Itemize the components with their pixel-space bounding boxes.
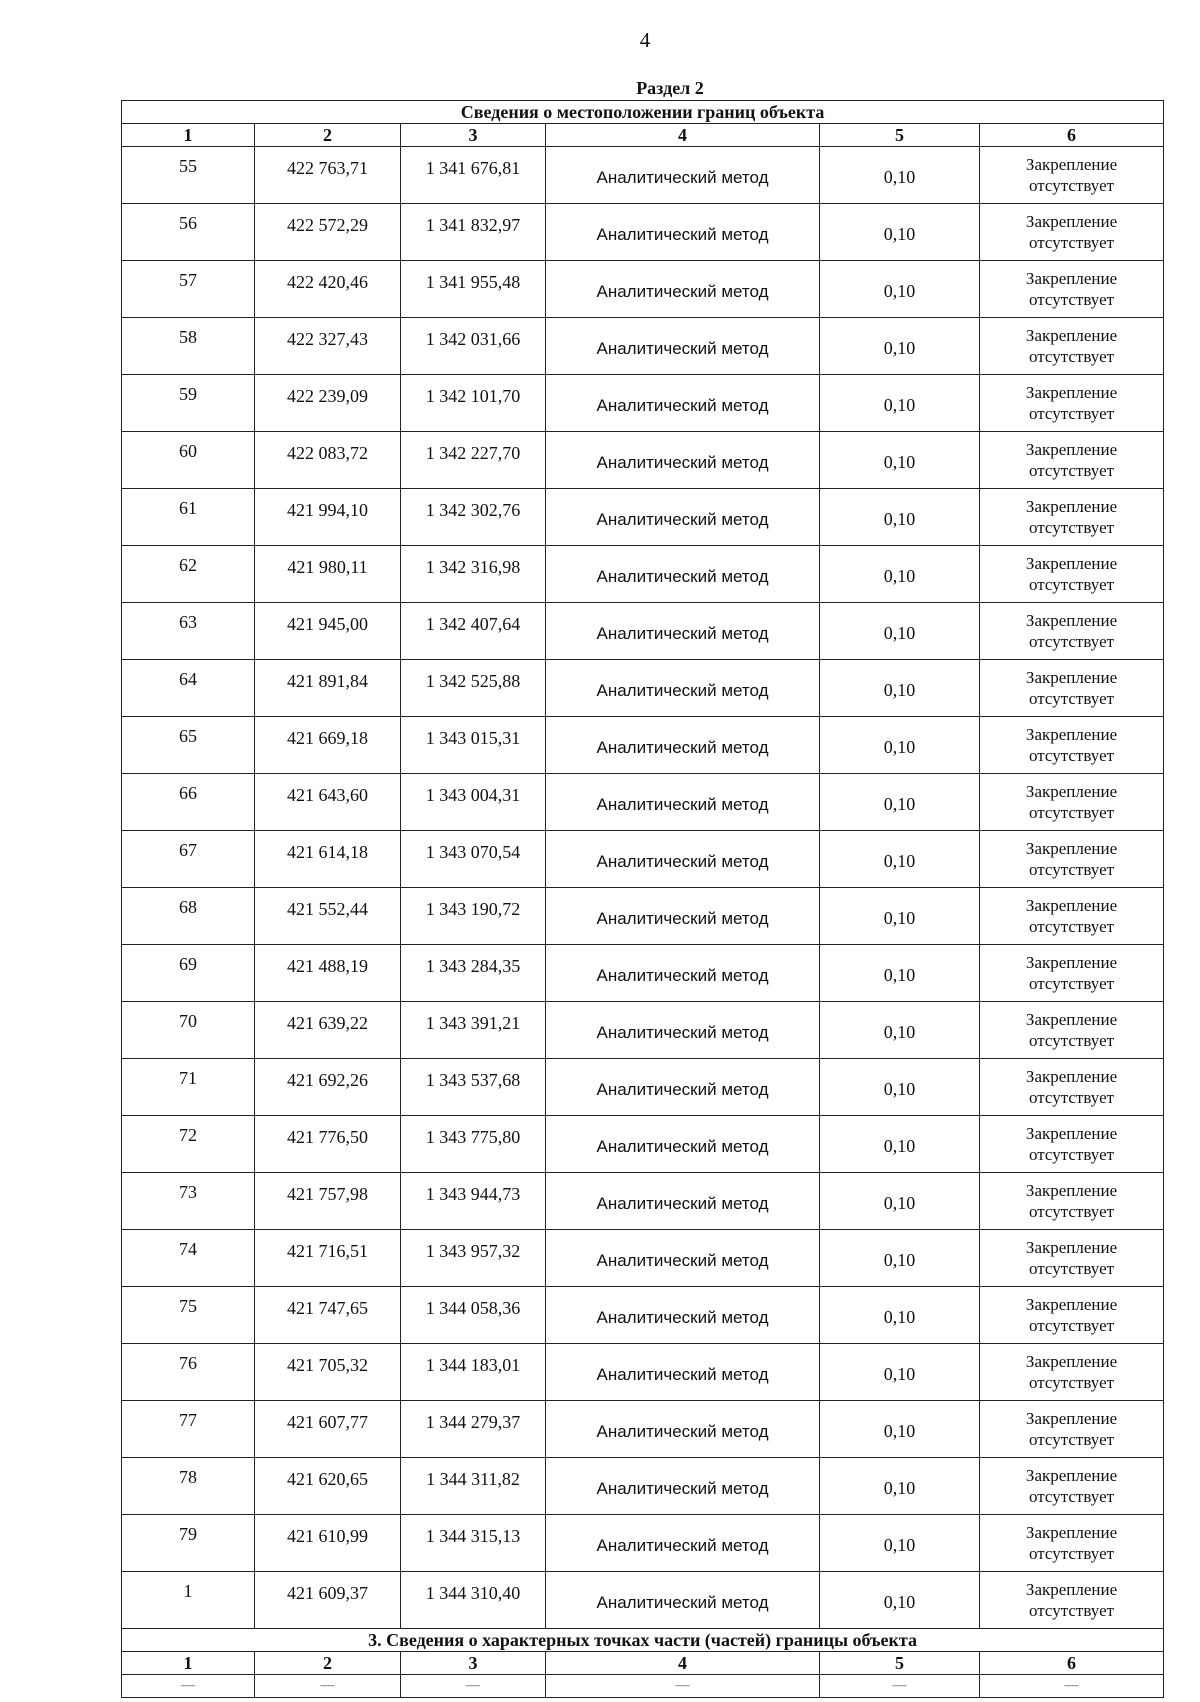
fixing-cell <box>980 147 1164 204</box>
fixing-line: отсутствует <box>1029 632 1115 651</box>
x-coordinate-cell: 421 614,18 <box>255 831 401 888</box>
fixing-line: отсутствует <box>1029 176 1115 195</box>
fixing-cell <box>980 888 1164 945</box>
point-number-cell: 76 <box>122 1344 255 1401</box>
x-coordinate-cell: 421 891,84 <box>255 660 401 717</box>
fixing-line: Закрепление <box>1025 839 1118 858</box>
point-number-cell: 56 <box>122 204 255 261</box>
method-cell: Аналитический метод <box>546 1230 820 1287</box>
method-cell: Аналитический метод <box>546 1401 820 1458</box>
table-row <box>122 432 1164 489</box>
table-row <box>122 147 1164 204</box>
fixing-line: отсутствует <box>1029 233 1115 252</box>
y-coordinate-cell: 1 342 031,66 <box>401 318 546 375</box>
x-coordinate-cell: 421 639,22 <box>255 1002 401 1059</box>
table-row <box>122 1059 1164 1116</box>
fixing-line: Закрепление <box>1025 440 1118 459</box>
accuracy-cell: 0,10 <box>820 1401 980 1458</box>
fixing-line: отсутствует <box>1029 1202 1115 1221</box>
point-number-cell: 61 <box>122 489 255 546</box>
point-number-cell: 77 <box>122 1401 255 1458</box>
fixing-cell <box>980 1458 1164 1515</box>
section3-empty-cell: — <box>401 1675 546 1698</box>
section3-column-header: 6 <box>980 1652 1164 1675</box>
table-row <box>122 945 1164 1002</box>
accuracy-cell: 0,10 <box>820 831 980 888</box>
fixing-line: Закрепление <box>1025 1523 1118 1542</box>
section3-empty-cell: — <box>980 1675 1164 1698</box>
fixing-line: отсутствует <box>1029 404 1115 423</box>
accuracy-cell: 0,10 <box>820 1230 980 1287</box>
point-number-cell: 64 <box>122 660 255 717</box>
accuracy-cell: 0,10 <box>820 489 980 546</box>
accuracy-cell: 0,10 <box>820 1173 980 1230</box>
table-row <box>122 261 1164 318</box>
accuracy-cell: 0,10 <box>820 774 980 831</box>
section3-column-header: 1 <box>122 1652 255 1675</box>
accuracy-cell: 0,10 <box>820 603 980 660</box>
method-cell: Аналитический метод <box>546 489 820 546</box>
point-number-cell: 57 <box>122 261 255 318</box>
section3-empty-cell: — <box>122 1675 255 1698</box>
section3-title: 3. Сведения о характерных точках части (частей) границы объекта <box>122 1629 1164 1652</box>
x-coordinate-cell: 421 620,65 <box>255 1458 401 1515</box>
accuracy-cell: 0,10 <box>820 1002 980 1059</box>
accuracy-cell: 0,10 <box>820 660 980 717</box>
y-coordinate-cell: 1 344 311,82 <box>401 1458 546 1515</box>
table-row <box>122 1002 1164 1059</box>
method-cell: Аналитический метод <box>546 1002 820 1059</box>
fixing-cell <box>980 1059 1164 1116</box>
x-coordinate-cell: 422 572,29 <box>255 204 401 261</box>
fixing-line: Закрепление <box>1025 1238 1118 1257</box>
table-row <box>122 717 1164 774</box>
point-number-cell: 60 <box>122 432 255 489</box>
fixing-cell <box>980 1401 1164 1458</box>
x-coordinate-cell: 421 609,37 <box>255 1572 401 1629</box>
accuracy-cell: 0,10 <box>820 1458 980 1515</box>
accuracy-cell: 0,10 <box>820 432 980 489</box>
x-coordinate-cell: 421 994,10 <box>255 489 401 546</box>
x-coordinate-cell: 422 763,71 <box>255 147 401 204</box>
point-number-cell: 75 <box>122 1287 255 1344</box>
section-title: Раздел 2 <box>636 78 704 98</box>
y-coordinate-cell: 1 342 316,98 <box>401 546 546 603</box>
x-coordinate-cell: 421 705,32 <box>255 1344 401 1401</box>
fixing-line: отсутствует <box>1029 1145 1115 1164</box>
x-coordinate-cell: 421 945,00 <box>255 603 401 660</box>
point-number-cell: 78 <box>122 1458 255 1515</box>
point-number-cell: 58 <box>122 318 255 375</box>
point-number-cell: 62 <box>122 546 255 603</box>
x-coordinate-cell: 421 980,11 <box>255 546 401 603</box>
accuracy-cell: 0,10 <box>820 888 980 945</box>
y-coordinate-cell: 1 341 955,48 <box>401 261 546 318</box>
y-coordinate-cell: 1 344 183,01 <box>401 1344 546 1401</box>
fixing-line: отсутствует <box>1029 1430 1115 1449</box>
section3-title-row <box>122 1629 1164 1652</box>
fixing-line: отсутствует <box>1029 1487 1115 1506</box>
table-row <box>122 489 1164 546</box>
fixing-line: отсутствует <box>1029 803 1115 822</box>
y-coordinate-cell: 1 342 525,88 <box>401 660 546 717</box>
table-row <box>122 888 1164 945</box>
fixing-cell <box>980 774 1164 831</box>
fixing-line: Закрепление <box>1025 782 1118 801</box>
fixing-line: Закрепление <box>1025 1124 1118 1143</box>
fixing-line: отсутствует <box>1029 1544 1115 1563</box>
y-coordinate-cell: 1 344 310,40 <box>401 1572 546 1629</box>
method-cell: Аналитический метод <box>546 1572 820 1629</box>
fixing-line: Закрепление <box>1025 668 1118 687</box>
fixing-line: отсутствует <box>1029 461 1115 480</box>
table-title: Сведения о местоположении границ объекта <box>122 101 1164 124</box>
fixing-cell <box>980 261 1164 318</box>
section3-empty-row <box>122 1675 1164 1698</box>
table-row <box>122 1230 1164 1287</box>
column-header: 3 <box>401 124 546 147</box>
y-coordinate-cell: 1 344 315,13 <box>401 1515 546 1572</box>
x-coordinate-cell: 421 669,18 <box>255 717 401 774</box>
x-coordinate-cell: 421 607,77 <box>255 1401 401 1458</box>
point-number-cell: 55 <box>122 147 255 204</box>
method-cell: Аналитический метод <box>546 432 820 489</box>
y-coordinate-cell: 1 343 957,32 <box>401 1230 546 1287</box>
fixing-cell <box>980 603 1164 660</box>
accuracy-cell: 0,10 <box>820 147 980 204</box>
fixing-cell <box>980 318 1164 375</box>
fixing-cell <box>980 432 1164 489</box>
point-number-cell: 66 <box>122 774 255 831</box>
fixing-line: Закрепление <box>1025 1010 1118 1029</box>
method-cell: Аналитический метод <box>546 603 820 660</box>
table-row <box>122 1287 1164 1344</box>
y-coordinate-cell: 1 344 058,36 <box>401 1287 546 1344</box>
fixing-line: Закрепление <box>1025 212 1118 231</box>
method-cell: Аналитический метод <box>546 717 820 774</box>
section3-header-row <box>122 1652 1164 1675</box>
fixing-line: отсутствует <box>1029 1088 1115 1107</box>
fixing-cell <box>980 831 1164 888</box>
table-row <box>122 660 1164 717</box>
x-coordinate-cell: 421 747,65 <box>255 1287 401 1344</box>
point-number-cell: 70 <box>122 1002 255 1059</box>
fixing-line: отсутствует <box>1029 860 1115 879</box>
accuracy-cell: 0,10 <box>820 261 980 318</box>
accuracy-cell: 0,10 <box>820 1116 980 1173</box>
fixing-line: Закрепление <box>1025 554 1118 573</box>
fixing-line: Закрепление <box>1025 896 1118 915</box>
method-cell: Аналитический метод <box>546 375 820 432</box>
method-cell: Аналитический метод <box>546 1059 820 1116</box>
section3-column-header: 4 <box>546 1652 820 1675</box>
fixing-cell <box>980 1344 1164 1401</box>
fixing-line: отсутствует <box>1029 746 1115 765</box>
y-coordinate-cell: 1 341 676,81 <box>401 147 546 204</box>
point-number-cell: 1 <box>122 1572 255 1629</box>
fixing-line: отсутствует <box>1029 1373 1115 1392</box>
accuracy-cell: 0,10 <box>820 1515 980 1572</box>
fixing-cell <box>980 1116 1164 1173</box>
table-row <box>122 1116 1164 1173</box>
fixing-cell <box>980 1287 1164 1344</box>
column-header: 2 <box>255 124 401 147</box>
fixing-line: Закрепление <box>1025 326 1118 345</box>
x-coordinate-cell: 422 239,09 <box>255 375 401 432</box>
accuracy-cell: 0,10 <box>820 375 980 432</box>
fixing-line: Закрепление <box>1025 1295 1118 1314</box>
accuracy-cell: 0,10 <box>820 318 980 375</box>
section3-empty-cell: — <box>820 1675 980 1698</box>
table-row <box>122 1572 1164 1629</box>
y-coordinate-cell: 1 343 944,73 <box>401 1173 546 1230</box>
section3-empty-cell: — <box>546 1675 820 1698</box>
fixing-cell <box>980 1173 1164 1230</box>
method-cell: Аналитический метод <box>546 204 820 261</box>
table-row <box>122 1458 1164 1515</box>
accuracy-cell: 0,10 <box>820 1287 980 1344</box>
table-row <box>122 603 1164 660</box>
y-coordinate-cell: 1 342 302,76 <box>401 489 546 546</box>
method-cell: Аналитический метод <box>546 1515 820 1572</box>
fixing-cell <box>980 375 1164 432</box>
fixing-line: Закрепление <box>1025 1409 1118 1428</box>
y-coordinate-cell: 1 342 101,70 <box>401 375 546 432</box>
fixing-line: отсутствует <box>1029 974 1115 993</box>
point-number-cell: 67 <box>122 831 255 888</box>
fixing-line: Закрепление <box>1025 269 1118 288</box>
column-header-row <box>122 124 1164 147</box>
y-coordinate-cell: 1 344 279,37 <box>401 1401 546 1458</box>
method-cell: Аналитический метод <box>546 660 820 717</box>
fixing-line: Закрепление <box>1025 383 1118 402</box>
y-coordinate-cell: 1 343 391,21 <box>401 1002 546 1059</box>
fixing-line: Закрепление <box>1025 611 1118 630</box>
table-row <box>122 1173 1164 1230</box>
fixing-line: отсутствует <box>1029 1259 1115 1278</box>
fixing-line: Закрепление <box>1025 1466 1118 1485</box>
y-coordinate-cell: 1 341 832,97 <box>401 204 546 261</box>
fixing-cell <box>980 1572 1164 1629</box>
x-coordinate-cell: 422 327,43 <box>255 318 401 375</box>
table-row <box>122 1515 1164 1572</box>
table-row <box>122 1401 1164 1458</box>
method-cell: Аналитический метод <box>546 318 820 375</box>
x-coordinate-cell: 421 692,26 <box>255 1059 401 1116</box>
x-coordinate-cell: 421 488,19 <box>255 945 401 1002</box>
accuracy-cell: 0,10 <box>820 1059 980 1116</box>
fixing-line: отсутствует <box>1029 518 1115 537</box>
fixing-cell <box>980 489 1164 546</box>
y-coordinate-cell: 1 343 004,31 <box>401 774 546 831</box>
accuracy-cell: 0,10 <box>820 204 980 261</box>
table-row <box>122 546 1164 603</box>
fixing-line: отсутствует <box>1029 917 1115 936</box>
method-cell: Аналитический метод <box>546 1344 820 1401</box>
fixing-line: отсутствует <box>1029 1316 1115 1335</box>
x-coordinate-cell: 421 716,51 <box>255 1230 401 1287</box>
section3-column-header: 2 <box>255 1652 401 1675</box>
fixing-line: Закрепление <box>1025 1580 1118 1599</box>
method-cell: Аналитический метод <box>546 1458 820 1515</box>
accuracy-cell: 0,10 <box>820 717 980 774</box>
fixing-cell <box>980 204 1164 261</box>
x-coordinate-cell: 421 552,44 <box>255 888 401 945</box>
section3-empty-cell: — <box>255 1675 401 1698</box>
table-row <box>122 318 1164 375</box>
point-number-cell: 73 <box>122 1173 255 1230</box>
table-row <box>122 774 1164 831</box>
fixing-cell <box>980 660 1164 717</box>
fixing-line: отсутствует <box>1029 575 1115 594</box>
y-coordinate-cell: 1 343 775,80 <box>401 1116 546 1173</box>
method-cell: Аналитический метод <box>546 945 820 1002</box>
x-coordinate-cell: 422 083,72 <box>255 432 401 489</box>
y-coordinate-cell: 1 343 015,31 <box>401 717 546 774</box>
fixing-cell <box>980 717 1164 774</box>
accuracy-cell: 0,10 <box>820 945 980 1002</box>
y-coordinate-cell: 1 342 227,70 <box>401 432 546 489</box>
method-cell: Аналитический метод <box>546 546 820 603</box>
fixing-cell <box>980 945 1164 1002</box>
fixing-cell <box>980 546 1164 603</box>
fixing-line: Закрепление <box>1025 953 1118 972</box>
page-number: 4 <box>639 28 651 52</box>
x-coordinate-cell: 421 643,60 <box>255 774 401 831</box>
method-cell: Аналитический метод <box>546 261 820 318</box>
table-row <box>122 375 1164 432</box>
fixing-line: Закрепление <box>1025 1352 1118 1371</box>
table-row <box>122 204 1164 261</box>
column-header: 1 <box>122 124 255 147</box>
column-header: 5 <box>820 124 980 147</box>
y-coordinate-cell: 1 343 070,54 <box>401 831 546 888</box>
boundary-table <box>121 100 1164 1698</box>
point-number-cell: 79 <box>122 1515 255 1572</box>
method-cell: Аналитический метод <box>546 1173 820 1230</box>
section3-column-header: 5 <box>820 1652 980 1675</box>
fixing-line: Закрепление <box>1025 725 1118 744</box>
fixing-line: Закрепление <box>1025 155 1118 174</box>
point-number-cell: 69 <box>122 945 255 1002</box>
fixing-cell <box>980 1002 1164 1059</box>
y-coordinate-cell: 1 342 407,64 <box>401 603 546 660</box>
table-row <box>122 1344 1164 1401</box>
fixing-line: отсутствует <box>1029 347 1115 366</box>
y-coordinate-cell: 1 343 190,72 <box>401 888 546 945</box>
x-coordinate-cell: 421 776,50 <box>255 1116 401 1173</box>
x-coordinate-cell: 421 610,99 <box>255 1515 401 1572</box>
point-number-cell: 65 <box>122 717 255 774</box>
fixing-cell <box>980 1230 1164 1287</box>
point-number-cell: 72 <box>122 1116 255 1173</box>
point-number-cell: 68 <box>122 888 255 945</box>
method-cell: Аналитический метод <box>546 1287 820 1344</box>
fixing-line: отсутствует <box>1029 290 1115 309</box>
fixing-line: отсутствует <box>1029 1601 1115 1620</box>
fixing-line: Закрепление <box>1025 497 1118 516</box>
table-row <box>122 831 1164 888</box>
point-number-cell: 71 <box>122 1059 255 1116</box>
method-cell: Аналитический метод <box>546 147 820 204</box>
fixing-line: Закрепление <box>1025 1181 1118 1200</box>
fixing-line: отсутствует <box>1029 1031 1115 1050</box>
fixing-cell <box>980 1515 1164 1572</box>
section3-column-header: 3 <box>401 1652 546 1675</box>
x-coordinate-cell: 422 420,46 <box>255 261 401 318</box>
accuracy-cell: 0,10 <box>820 1572 980 1629</box>
accuracy-cell: 0,10 <box>820 546 980 603</box>
y-coordinate-cell: 1 343 284,35 <box>401 945 546 1002</box>
point-number-cell: 74 <box>122 1230 255 1287</box>
y-coordinate-cell: 1 343 537,68 <box>401 1059 546 1116</box>
point-number-cell: 59 <box>122 375 255 432</box>
method-cell: Аналитический метод <box>546 1116 820 1173</box>
method-cell: Аналитический метод <box>546 831 820 888</box>
fixing-line: Закрепление <box>1025 1067 1118 1086</box>
accuracy-cell: 0,10 <box>820 1344 980 1401</box>
fixing-line: отсутствует <box>1029 689 1115 708</box>
method-cell: Аналитический метод <box>546 774 820 831</box>
x-coordinate-cell: 421 757,98 <box>255 1173 401 1230</box>
point-number-cell: 63 <box>122 603 255 660</box>
method-cell: Аналитический метод <box>546 888 820 945</box>
column-header: 4 <box>546 124 820 147</box>
table-title-row <box>122 101 1164 124</box>
column-header: 6 <box>980 124 1164 147</box>
